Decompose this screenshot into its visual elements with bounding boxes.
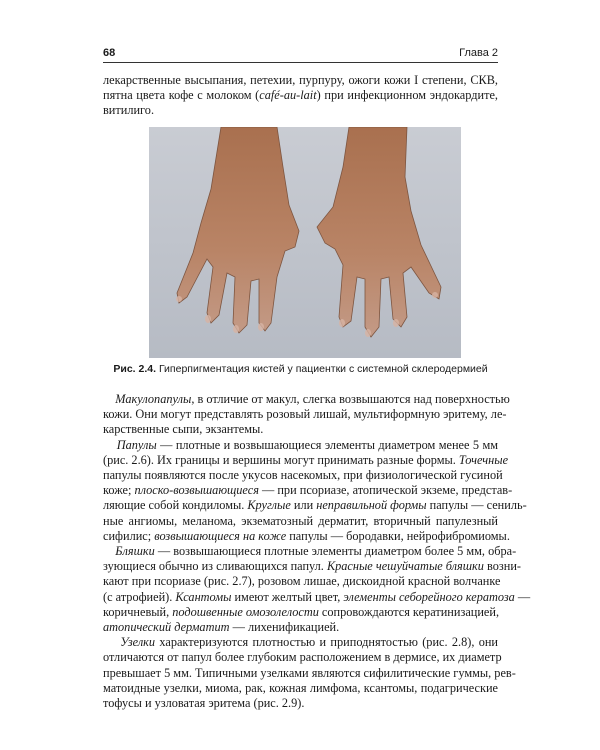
text-line: (рис. 2.6). Их границы и вершины могут принимать разные формы. Точечные (103, 452, 509, 467)
text-line: Макулопапулы, в отличие от макул, слегка возвышаются над поверхностью (115, 392, 510, 406)
text-line: Бляшки — возвышающиеся плотные элементы диаметром более 5 мм, обра- (115, 544, 517, 559)
header-rule (103, 62, 498, 63)
text-line: сифилис; возвышающиеся на коже папулы — бородавки, нейрофибромиомы. (103, 528, 510, 543)
text-line: кают при псориазе (рис. 2.7), розовом лишае, дискоидной красной волчанке (103, 574, 501, 589)
body-text (103, 392, 531, 711)
text-line: Узелки характеризуются плотностью и приподнятостью (рис. 2.8), они (120, 635, 499, 650)
chapter-title: Глава 2 (459, 47, 498, 59)
figure-caption (103, 363, 498, 375)
text-line: матоидные узелки, миома, рак, кожная лимфома, ксантомы, подагрические (103, 680, 498, 695)
text-line: карственные сыпи, экзантемы. (103, 422, 264, 437)
page-header (103, 47, 498, 63)
figure-caption-text: Гиперпигментация кистей у пациентки с системной склеродермией (158, 363, 488, 375)
text-line: Папулы — плотные и возвышающиеся элементы диаметром менее 5 мм (116, 437, 499, 452)
text-line: пятна цвета кофе с молоком (café-au-lait) при инфекционном эндокардите, (103, 88, 498, 103)
text-line: (с атрофией). Ксантомы имеют желтый цвет, элементы себорейного кератоза — (103, 589, 531, 604)
text-line: зующиеся обычно из сливающихся папул. Красные чешуйчатые бляшки возни- (103, 559, 522, 574)
text-line: кожи. Они могут представлять розовый лишай, мультиформную эритему, ле- (103, 407, 507, 422)
text-line: лекарственные высыпания, петехии, пурпуру, ожоги кожи I степени, СКВ, (103, 73, 498, 87)
text-line: отличаются от папул более глубоким расположением в дермисе, их диаметр (103, 650, 502, 665)
text-line: атопический дерматит — лихенификацией. (103, 620, 340, 635)
text-line: папулы появляются после укусов насекомых, при физиологической гусиной (103, 468, 503, 483)
figure-label: Рис. 2.4. (113, 363, 157, 375)
hands-photo (149, 127, 461, 358)
text-line: тофусы и узловатая эритема (рис. 2.9). (103, 696, 305, 711)
page-number: 68 (103, 47, 116, 59)
text-line: ные ангиомы, меланома, экзематозный дерматит, вторичный папулезный (103, 513, 498, 528)
intro-paragraph (103, 73, 498, 119)
text-line: коричневый, подошвенные омозолелости сопровождаются кератинизацией, (103, 604, 500, 619)
text-line: коже; плоско-возвышающиеся — при псориазе, атопической экземе, представ- (103, 483, 513, 498)
text-line: ляющие собой кондиломы. Круглые или неправильной формы папулы — сениль- (103, 498, 527, 513)
text-line: витилиго. (103, 103, 155, 118)
text-line: превышает 5 мм. Типичными узелками являются сифилитические гуммы, рев- (103, 665, 516, 680)
